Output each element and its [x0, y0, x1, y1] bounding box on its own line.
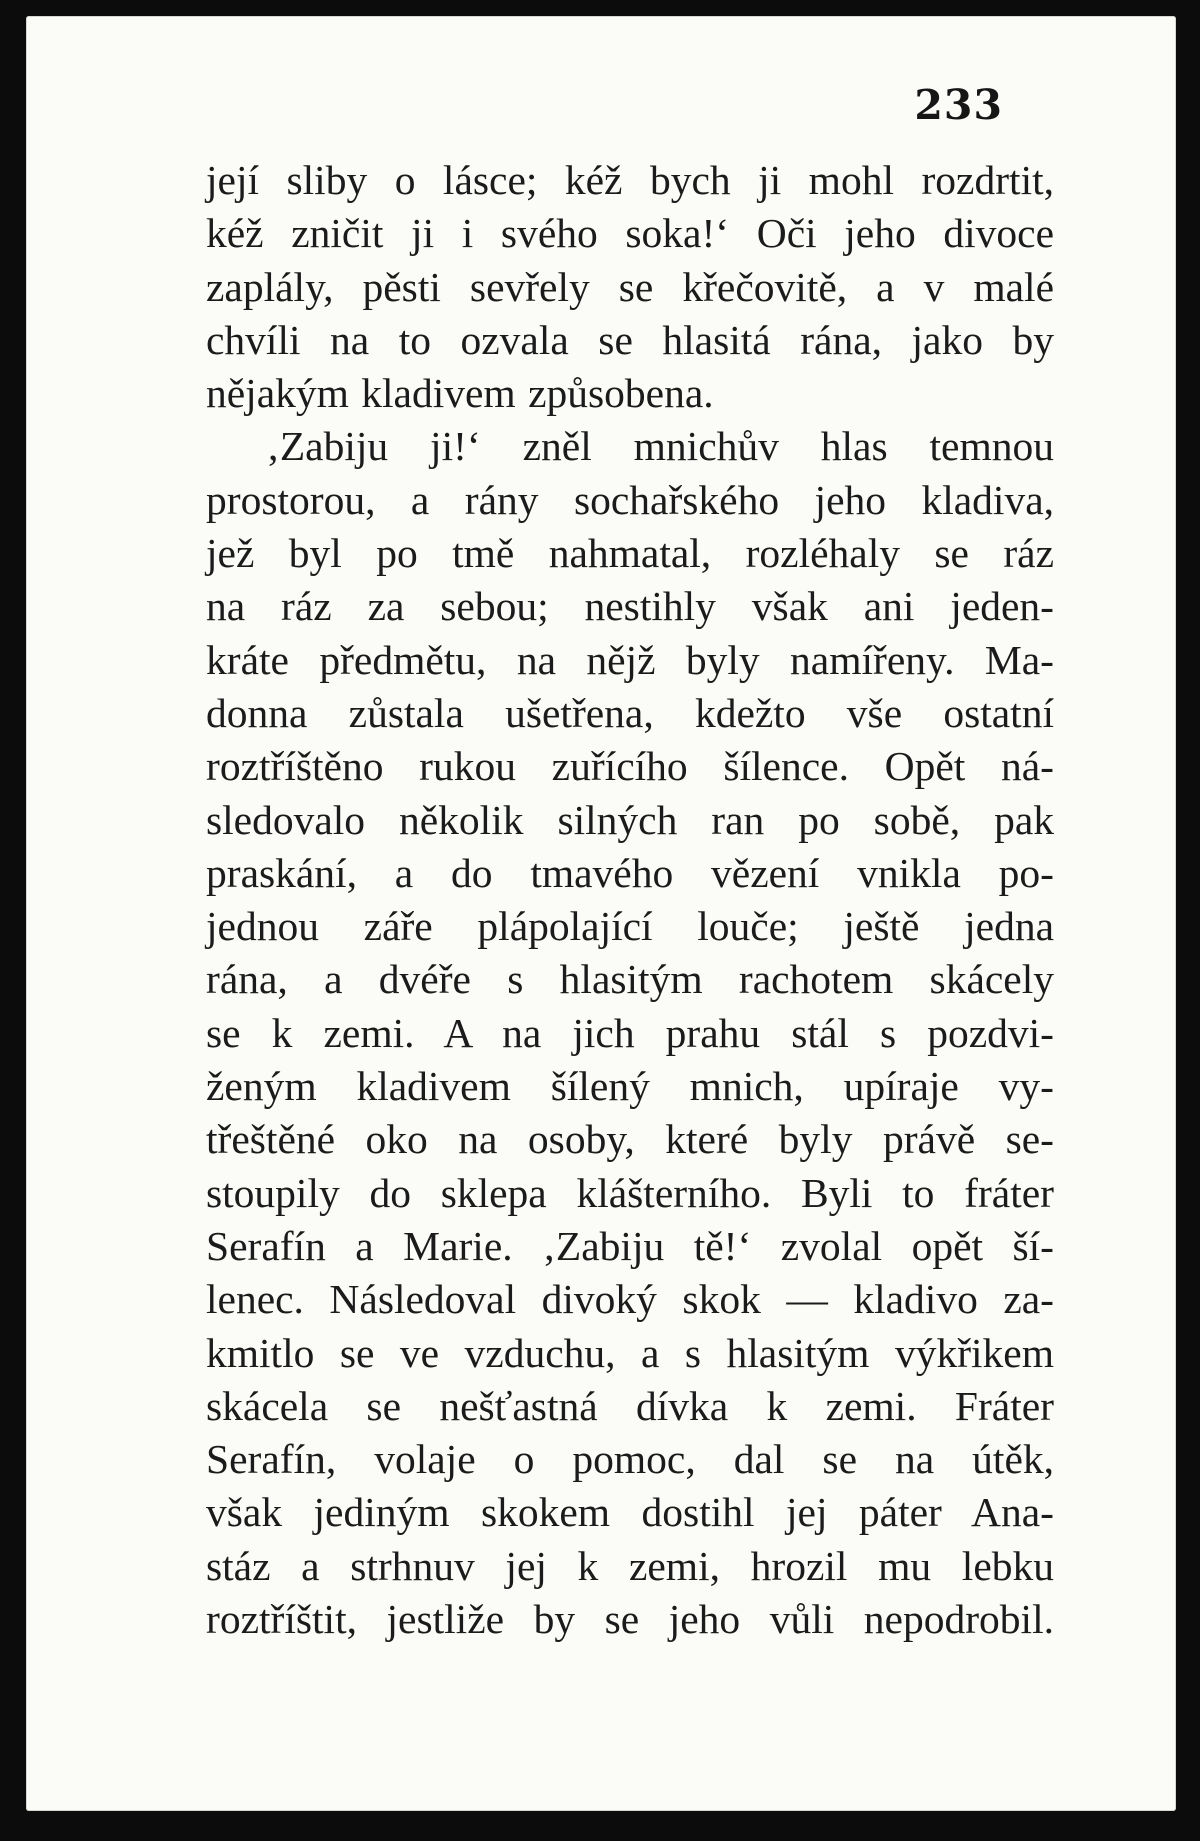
text-line: její sliby o lásce; kéž bych ji mohl rozdrtit,: [206, 157, 1054, 203]
text-line: roztříštit, jestliže by se jeho vůli nepodrobil.: [206, 1596, 1054, 1643]
text-line: prostorou, a rány sochařského jeho kladiva,: [206, 476, 1054, 523]
text-line: jednou záře plápolající louče; ještě jedna: [206, 903, 1054, 950]
text-line: chvíli na to ozvala se hlasitá rána, jako by: [206, 316, 1054, 363]
page-number: 233: [914, 81, 1003, 129]
text-line: donna zůstala ušetřena, kdežto vše ostatní: [206, 689, 1054, 736]
text-line: se k zemi. A na jich prahu stál s pozdvi-: [206, 1009, 1054, 1056]
text-line: Serafín a Marie. ‚Zabiju tě!‘ zvolal opět ší-: [206, 1222, 1054, 1269]
text-line: Serafín, volaje o pomoc, dal se na útěk,: [206, 1436, 1054, 1483]
text-line: nějakým kladivem způsobena.: [206, 370, 714, 417]
text-line: kráte předmětu, na nějž byly namířeny. Ma-: [206, 636, 1054, 683]
book-page: [26, 16, 1176, 1811]
text-line: kéž zničit ji i svého soka!‘ Oči jeho divoce: [206, 210, 1054, 257]
text-line: třeštěné oko na osoby, které byly právě se-: [206, 1116, 1054, 1163]
text-line: sledovalo několik silných ran po sobě, pak: [206, 796, 1054, 843]
text-line: kmitlo se ve vzduchu, a s hlasitým výkřikem: [206, 1329, 1054, 1376]
text-line: stáz a strhnuv jej k zemi, hrozil mu lebku: [206, 1542, 1054, 1589]
text-line: roztříštěno rukou zuřícího šílence. Opět ná-: [206, 743, 1054, 790]
text-line: však jediným skokem dostihl jej páter Ana-: [206, 1489, 1054, 1536]
text-line: na ráz za sebou; nestihly však ani jeden-: [206, 583, 1054, 630]
text-line: skácela se nešťastná dívka k zemi. Fráter: [206, 1382, 1054, 1429]
text-line: lenec. Následoval divoký skok — kladivo za-: [206, 1276, 1054, 1323]
body-text: [206, 154, 1054, 1646]
text-line: zaplály, pěsti sevřely se křečovitě, a v malé: [206, 263, 1054, 310]
text-line: jež byl po tmě nahmatal, rozléhaly se ráz: [206, 530, 1054, 577]
text-line: ‚Zabiju ji!‘ zněl mnichův hlas temnou: [266, 423, 1054, 470]
text-line: rána, a dvéře s hlasitým rachotem skácely: [206, 956, 1054, 1003]
text-line: ženým kladivem šílený mnich, upíraje vy-: [206, 1063, 1054, 1110]
text-line: stoupily do sklepa klášterního. Byli to fráter: [206, 1169, 1054, 1216]
text-line: praskání, a do tmavého vězení vnikla po-: [206, 849, 1054, 896]
